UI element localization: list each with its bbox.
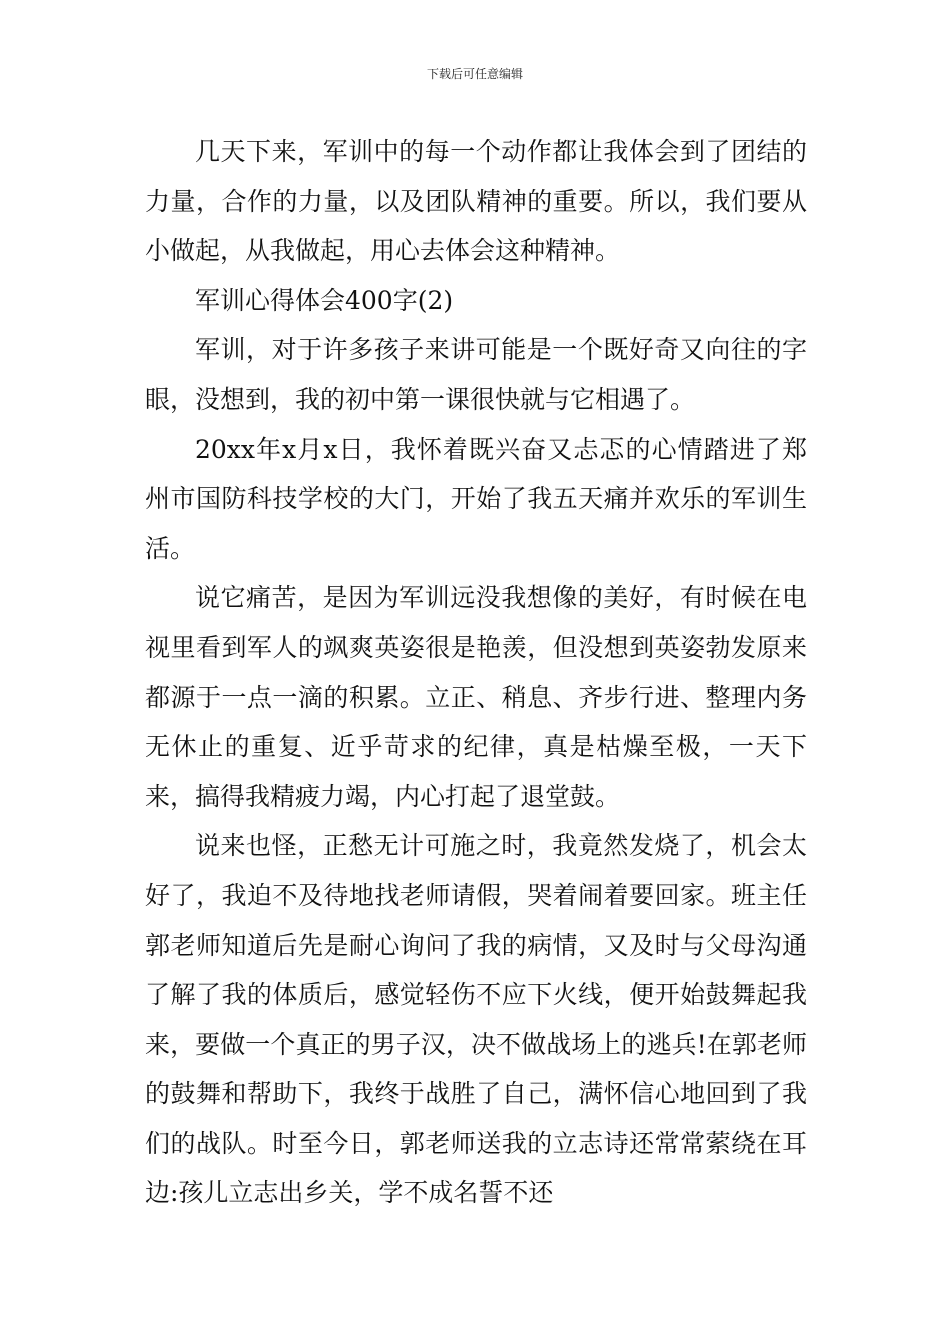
paragraph-2: 军训，对于许多孩子来讲可能是一个既好奇又向往的字眼，没想到，我的初中第一课很快就与它相遇了。 bbox=[145, 335, 807, 414]
paragraph-3: 20xx年x月x日，我怀着既兴奋又忐忑的心情踏进了郑州市国防科技学校的大门，开始了我五天痛并欢乐的军训生活。 bbox=[145, 434, 807, 563]
document-body bbox=[145, 127, 807, 1218]
paragraph-5: 说来也怪，正愁无计可施之时，我竟然发烧了，机会太好了，我迫不及待地找老师请假，哭着闹着要回家。班主任郭老师知道后先是耐心询问了我的病情，又及时与父母沟通了解了我的体质后，感觉轻伤不应下火线，便开始鼓舞起我来，要做一个真正的男子汉，决不做战场上的逃兵!在郭老师的鼓舞和帮助下，我终于战胜了自己，满怀信心地回到了我们的战队。时至今日，郭老师送我的立志诗还常常萦绕在耳边:孩儿立志出乡关，学不成名誓不还 bbox=[145, 831, 807, 1208]
page-header: 下载后可任意编辑 bbox=[426, 67, 523, 81]
paragraph-1: 几天下来，军训中的每一个动作都让我体会到了团结的力量，合作的力量，以及团队精神的重要。所以，我们要从小做起，从我做起，用心去体会这种精神。 bbox=[145, 137, 807, 266]
section-heading: 军训心得体会400字(2) bbox=[195, 285, 454, 315]
paragraph-4: 说它痛苦，是因为军训远没我想像的美好，有时候在电视里看到军人的飒爽英姿很是艳羡，但没想到英姿勃发原来都源于一点一滴的积累。立正、稍息、齐步行进、整理内务无休止的重复、近乎苛求的纪律，真是枯燥至极，一天下来，搞得我精疲力竭，内心打起了退堂鼓。 bbox=[145, 583, 807, 811]
